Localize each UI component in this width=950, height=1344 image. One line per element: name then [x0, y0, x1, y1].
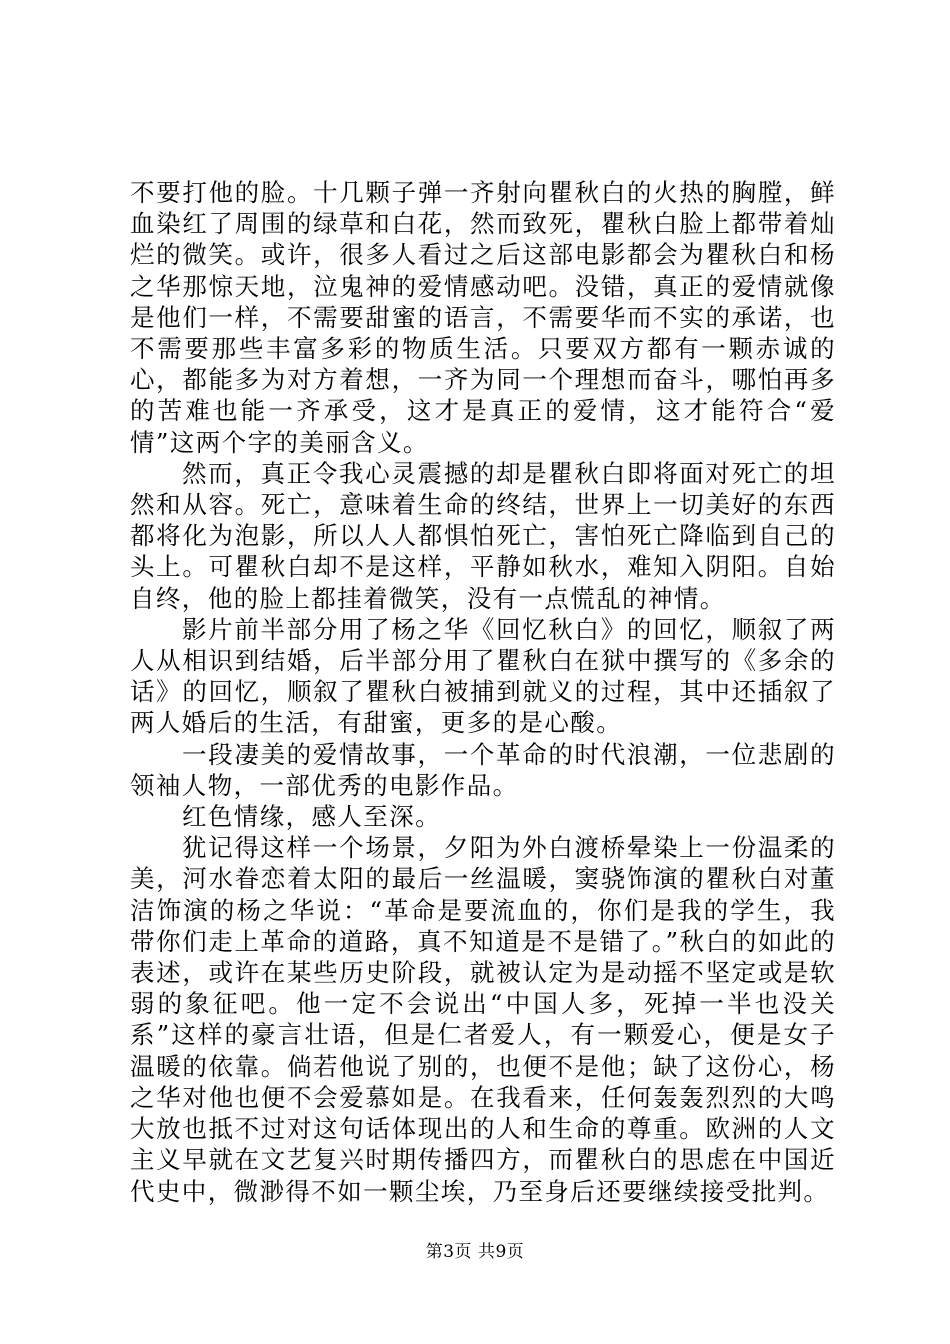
paragraph-death-composure: 然而，真正令我心灵震撼的却是瞿秋白即将面对死亡的坦然和从容。死亡，意味着生命的终结，世界上一切美好的东西都将化为泡影，所以人人都惧怕死亡，害怕死亡降临到自己的头上。可瞿秋白却不是这样，平静如秋水，难知入阴阳。自始自终，他的脸上都挂着微笑，没有一点慌乱的神情。	[130, 458, 836, 613]
document-body	[130, 177, 836, 1207]
paragraph-continuation: 不要打他的脸。十几颗子弹一齐射向瞿秋白的火热的胸膛，鲜血染红了周围的绿草和白花，然而致死，瞿秋白脸上都带着灿烂的微笑。或许，很多人看过之后这部电影都会为瞿秋白和杨之华那惊天地，泣鬼神的爱情感动吧。没错，真正的爱情就像是他们一样，不需要甜蜜的语言，不需要华而不实的承诺，也不需要那些丰富多彩的物质生活。只要双方都有一颗赤诚的心，都能多为对方着想，一齐为同一个理想而奋斗，哪怕再多的苦难也能一齐承受，这才是真正的爱情，这才能符合“爱情”这两个字的美丽含义。	[130, 178, 836, 457]
paragraph-bund-scene: 犹记得这样一个场景，夕阳为外白渡桥晕染上一份温柔的美，河水眷恋着太阳的最后一丝温暖，窦骁饰演的瞿秋白对董洁饰演的杨之华说：“革命是要流血的，你们是我的学生，我带你们走上革命的道路，真不知道是不是错了。”秋白的如此的表述，或许在某些历史阶段，就被认定为是动摇不坚定或是软弱的象征吧。他一定不会说出“中国人多，死掉一半也没关系”这样的豪言壮语，但是仁者爱人，有一颗爱心，便是女子温暖的依靠。倘若他说了别的，也便不是他；缺了这份心，杨之华对他也便不会爱慕如是。在我看来，任何轰轰烈烈的大鸣大放也抵不过对这句话体现出的人和生命的尊重。欧洲的人文主义早就在文艺复兴时期传播四方，而瞿秋白的思虑在中国近代史中，微渺得不如一颗尘埃，乃至身后还要继续接受批判。	[130, 833, 836, 1206]
paragraph-summary: 一段凄美的爱情故事，一个革命的时代浪潮，一位悲剧的领袖人物，一部优秀的电影作品。	[130, 739, 836, 800]
paragraph-red-romance: 红色情缘，感人至深。	[182, 802, 441, 832]
paragraph-film-structure: 影片前半部分用了杨之华《回忆秋白》的回忆，顺叙了两人从相识到结婚，后半部分用了瞿秋白在狱中撰写的《多余的话》的回忆，顺叙了瞿秋白被捕到就义的过程，其中还插叙了两人婚后的生活，有甜蜜，更多的是心酸。	[130, 614, 836, 738]
page-number-footer: 第3页 共9页	[425, 1242, 525, 1262]
